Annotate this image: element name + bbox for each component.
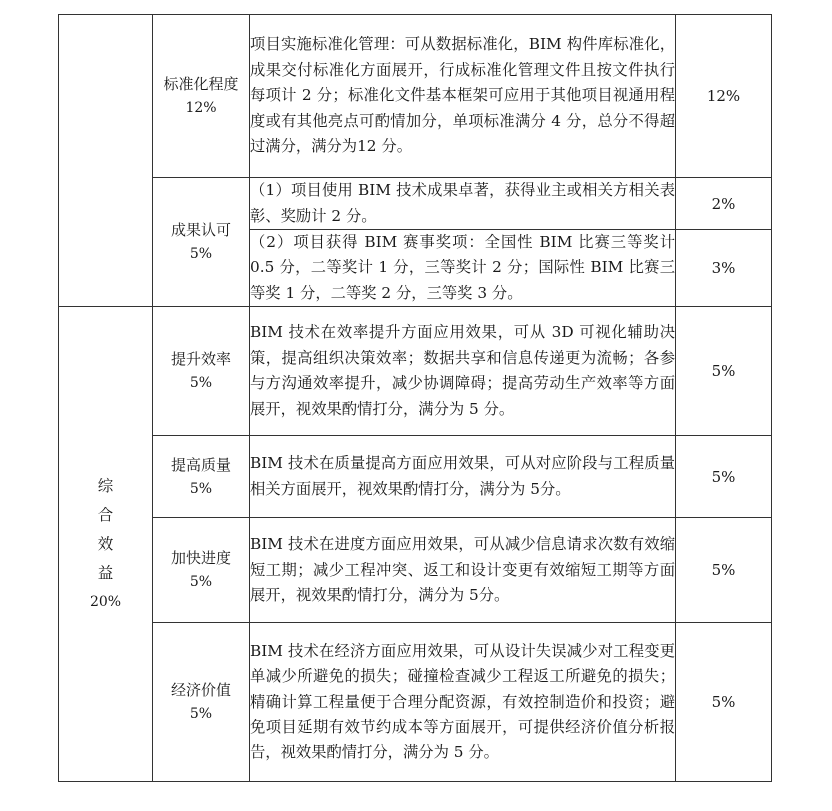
subitem-cell: [153, 518, 250, 623]
table-row: [59, 178, 772, 230]
criteria-text: BIM 技术在进度方面应用效果，可从减少信息请求次数有效缩短工期；减少工程冲突、返工和设计变更有效缩短工期等方面展开，视效果酌情打分，满分为 5分。: [250, 518, 676, 623]
criteria-text: BIM 技术在效率提升方面应用效果，可从 3D 可视化辅助决策，提高组织决策效率；数据共享和信息传递更为流畅；各参与方沟通效率提升，减少协调障碍；提高劳动生产效率等方面展开，视效果酌情打分，满分为 5 分。: [250, 307, 676, 436]
table-row: [59, 518, 772, 623]
subitem-name: 提升效率: [170, 350, 231, 369]
criteria-text: （2）项目获得 BIM 赛事奖项：全国性 BIM 比赛三等奖计 0.5 分，二等奖计 1 分，三等奖计 2 分；国际性 BIM 比赛三等奖 1 分，二等奖 2 分，三等奖 3 分。: [250, 230, 676, 307]
subitem-cell: [153, 178, 250, 307]
table-row: [59, 307, 772, 436]
score-value: 2%: [676, 178, 772, 230]
category-title: 综 合 效 益 20%: [90, 472, 121, 617]
criteria-text: （1）项目使用 BIM 技术成果卓著，获得业主或相关方相关表彰、奖励计 2 分。: [250, 178, 676, 230]
score-value: 12%: [676, 15, 772, 178]
criteria-text: 项目实施标准化管理：可从数据标准化，BIM 构件库标准化，成果交付标准化方面展开，行成标准化管理文件且按文件执行每项计 2 分；标准化文件基本框架可应用于其他项目视通用程度或有其他亮点可酌情加分，单项标准满分 4 分，总分不得超过满分，满分为12 分。: [250, 15, 676, 178]
score-value: 3%: [676, 230, 772, 307]
subitem-weight: 5%: [189, 246, 213, 263]
table-row: [59, 15, 772, 178]
subitem-cell: [153, 436, 250, 518]
subitem-weight: 5%: [189, 375, 213, 392]
criteria-text: BIM 技术在经济方面应用效果，可从设计失误减少对工程变更单减少所避免的损失；碰撞检查减少工程返工所避免的损失；精确计算工程量便于合理分配资源，有效控制造价和投资；避免项目延期有效节约成本等方面展开，可提供经济价值分析报告，视效果酌情打分，满分为 5 分。: [250, 623, 676, 782]
table-row: [59, 436, 772, 518]
score-value: 5%: [676, 436, 772, 518]
category-weight: 20%: [89, 593, 122, 610]
subitem-cell: [153, 623, 250, 782]
score-value: 5%: [676, 307, 772, 436]
subitem-weight: 5%: [189, 706, 213, 723]
category-cell-empty: [59, 15, 153, 307]
subitem-weight: 5%: [189, 480, 213, 497]
table-row: [59, 623, 772, 782]
criteria-text: BIM 技术在质量提高方面应用效果，可从对应阶段与工程质量相关方面展开，视效果酌情打分，满分为 5分。: [250, 436, 676, 518]
subitem-name: 经济价值: [170, 681, 231, 700]
subitem-name: 标准化程度: [163, 75, 239, 93]
subitem-weight: 12%: [185, 100, 217, 116]
subitem-cell: [153, 15, 250, 178]
score-value: 5%: [676, 518, 772, 623]
subitem-name: 提高质量: [170, 455, 231, 474]
subitem-name: 成果认可: [170, 221, 231, 240]
category-cell: [59, 307, 153, 782]
score-value: 5%: [676, 623, 772, 782]
scoring-table: [58, 14, 772, 782]
subitem-weight: 5%: [189, 574, 213, 591]
subitem-name: 加快进度: [170, 549, 231, 568]
subitem-cell: [153, 307, 250, 436]
